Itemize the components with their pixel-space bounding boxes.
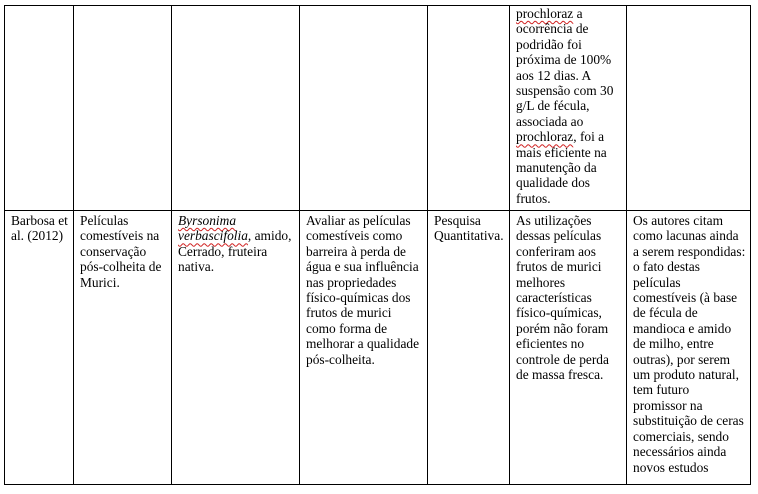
cell-keywords-empty (172, 6, 300, 211)
results-text: As utilizações dessas películas conferiram aos frutos de murici melhores características físico-químicas, porém não foram eficientes no controle de perda de massa fresca. (516, 213, 609, 383)
method-text: Pesquisa Quantitativa. (434, 213, 504, 244)
cell-title (74, 211, 172, 485)
cell-authors-empty (5, 6, 74, 211)
table-row-continued (5, 6, 751, 211)
cell-keywords (172, 211, 300, 485)
cell-objective-empty (300, 6, 428, 211)
title-text: Películas comestíveis na conservação pós-colheita de Murici. (80, 213, 162, 290)
cell-authors (5, 211, 74, 485)
cell-results (510, 211, 627, 485)
cell-method-empty (428, 6, 510, 211)
authors-text: Barbosa et al. (2012) (11, 213, 68, 244)
keywords-text: , amido, Cerrado, fruteira nativa. (178, 228, 292, 275)
table-row (5, 211, 751, 485)
spell-flag-word: prochloraz (516, 6, 574, 21)
conclusion-text: Os autores citam como lacunas ainda a serem respondidas: o fato destas películas comestíveis (à base de fécula de mandioca e amido de milho, entre outras), por serem um produto natural, tem futuro promissor na substituição de ceras comerciais, sendo necessários ainda novos estudos (633, 213, 746, 475)
objective-text: Avaliar as películas comestíveis como barreira à perda de água e sua influência nas propriedades físico-químicas dos frutos de murici como forma de melhorar a qualidade pós-colheita. (306, 213, 420, 367)
cell-title-empty (74, 6, 172, 211)
cell-objective (300, 211, 428, 485)
cell-conclusion (627, 211, 751, 485)
literature-review-table (4, 5, 751, 485)
cell-conclusion-empty (627, 6, 751, 211)
cell-results-continued (510, 6, 627, 211)
cell-method (428, 211, 510, 485)
spell-flag-word: prochloraz (516, 129, 574, 145)
results-continued-text: prochloraz a ocorrência de podridão foi próxima de 100% aos 12 dias. A suspensão com 30 g/L de fécula, associada ao prochloraz, foi a mais eficiente na manutenção da qualidade dos frutos. (516, 6, 614, 206)
species-name: Byrsonima verbascifolia (178, 213, 248, 244)
